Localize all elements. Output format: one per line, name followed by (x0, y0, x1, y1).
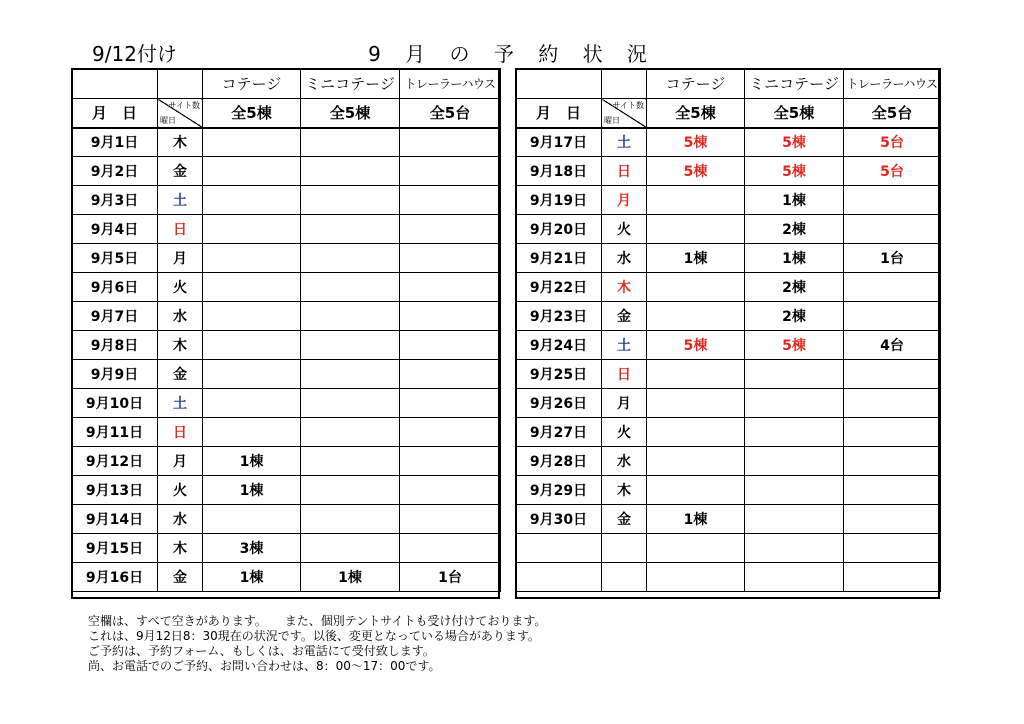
trailer-cell (400, 302, 501, 331)
mini-cottage-cell: 5棟 (745, 331, 844, 360)
table-row (72, 476, 501, 505)
table-row (72, 302, 501, 331)
date-cell: 9月20日 (516, 215, 602, 244)
mini-cottage-cell (301, 447, 400, 476)
date-cell: 9月17日 (516, 128, 602, 157)
date-cell: 9月15日 (72, 534, 158, 563)
cottage-cell (647, 476, 745, 505)
cottage-cell (647, 186, 745, 215)
weekday-cell: 日 (158, 215, 203, 244)
weekday-cell: 金 (602, 302, 647, 331)
weekday-cell: 土 (602, 128, 647, 157)
mini-cottage-cell: 5棟 (745, 128, 844, 157)
mini-cottage-cell: 2棟 (745, 302, 844, 331)
cottage-cell (647, 302, 745, 331)
weekday-cell: 水 (602, 447, 647, 476)
table-row (516, 447, 941, 476)
date-cell: 9月27日 (516, 418, 602, 447)
mini-cottage-cell (301, 534, 400, 563)
date-cell: 9月24日 (516, 331, 602, 360)
date-cell: 9月22日 (516, 273, 602, 302)
trailer-cell (844, 505, 941, 534)
trailer-cell (844, 447, 941, 476)
mini-cottage-cell (301, 273, 400, 302)
header-mini-cottage: ミニコテージ (301, 69, 400, 99)
trailer-cell (844, 302, 941, 331)
date-cell: 9月19日 (516, 186, 602, 215)
cottage-cell (647, 534, 745, 563)
table-row (72, 447, 501, 476)
header-blank (516, 69, 602, 99)
mini-cottage-cell (301, 302, 400, 331)
table-row (516, 215, 941, 244)
mini-cottage-cell (301, 331, 400, 360)
cottage-cell (203, 418, 301, 447)
header-diagonal-cell (602, 99, 647, 128)
mini-cottage-cell (301, 360, 400, 389)
header-total-cottage: 全5棟 (647, 99, 745, 128)
weekday-cell: 木 (158, 331, 203, 360)
trailer-cell (844, 186, 941, 215)
cottage-cell: 5棟 (647, 128, 745, 157)
header-total-cottage: 全5棟 (203, 99, 301, 128)
mini-cottage-cell (301, 244, 400, 273)
table-row (516, 157, 941, 186)
weekday-cell: 金 (158, 360, 203, 389)
diag-site-count-label: サイト数 (168, 101, 200, 110)
header-mini-cottage: ミニコテージ (745, 69, 844, 99)
header-date: 月 日 (72, 99, 158, 128)
cottage-cell (203, 331, 301, 360)
weekday-cell: 金 (602, 505, 647, 534)
weekday-cell: 火 (158, 273, 203, 302)
cottage-cell (647, 563, 745, 592)
table-row (72, 186, 501, 215)
mini-cottage-cell: 1棟 (745, 186, 844, 215)
date-cell: 9月16日 (72, 563, 158, 592)
weekday-cell (602, 534, 647, 563)
table-row (72, 128, 501, 157)
notes (88, 614, 546, 674)
weekday-cell: 月 (158, 244, 203, 273)
trailer-cell: 4台 (844, 331, 941, 360)
cottage-cell: 1棟 (203, 447, 301, 476)
weekday-cell (602, 563, 647, 592)
cottage-cell: 3棟 (203, 534, 301, 563)
trailer-cell (844, 534, 941, 563)
weekday-cell: 日 (602, 360, 647, 389)
table-row (72, 215, 501, 244)
trailer-cell (844, 215, 941, 244)
table-row (516, 389, 941, 418)
date-cell: 9月7日 (72, 302, 158, 331)
mini-cottage-cell (745, 389, 844, 418)
date-cell: 9月2日 (72, 157, 158, 186)
weekday-cell: 木 (158, 534, 203, 563)
header-blank (602, 69, 647, 99)
trailer-cell (400, 331, 501, 360)
table-row (516, 331, 941, 360)
header-total-trailer: 全5台 (844, 99, 941, 128)
table-row (72, 418, 501, 447)
table-row (516, 563, 941, 592)
date-cell: 9月8日 (72, 331, 158, 360)
mini-cottage-cell (745, 505, 844, 534)
reservation-table-left (71, 68, 501, 592)
weekday-cell: 木 (602, 273, 647, 302)
weekday-cell: 月 (158, 447, 203, 476)
trailer-cell (400, 360, 501, 389)
weekday-cell: 木 (158, 128, 203, 157)
page-title: 9 月 の 予 約 状 況 (368, 42, 656, 66)
mini-cottage-cell: 2棟 (745, 273, 844, 302)
table-row (516, 476, 941, 505)
diag-weekday-label: 曜日 (160, 115, 176, 125)
date-cell: 9月6日 (72, 273, 158, 302)
note-line: ご予約は、予約フォーム、もしくは、お電話にて受付致します。 (88, 644, 435, 658)
cottage-cell (203, 360, 301, 389)
trailer-cell (400, 389, 501, 418)
date-cell: 9月1日 (72, 128, 158, 157)
cottage-cell (647, 447, 745, 476)
mini-cottage-cell: 2棟 (745, 215, 844, 244)
mini-cottage-cell (745, 534, 844, 563)
trailer-cell (400, 215, 501, 244)
trailer-cell (844, 360, 941, 389)
date-cell: 9月4日 (72, 215, 158, 244)
header-diagonal-cell (158, 99, 203, 128)
table-row (516, 244, 941, 273)
date-cell: 9月25日 (516, 360, 602, 389)
weekday-cell: 水 (158, 505, 203, 534)
date-cell: 9月30日 (516, 505, 602, 534)
weekday-cell: 日 (158, 418, 203, 447)
cottage-cell (203, 273, 301, 302)
table-row (72, 389, 501, 418)
diag-weekday-label: 曜日 (604, 115, 620, 125)
trailer-cell (400, 157, 501, 186)
mini-cottage-cell (301, 418, 400, 447)
date-cell: 9月26日 (516, 389, 602, 418)
mini-cottage-cell (301, 476, 400, 505)
cottage-cell (203, 505, 301, 534)
table-row (516, 505, 941, 534)
header-blank (72, 69, 158, 99)
note-line: 空欄は、すべて空きがあります。 また、個別テントサイトも受け付けております。 (88, 614, 547, 628)
header-blank (158, 69, 203, 99)
date-label: 9/12付け (92, 42, 177, 66)
table-row (516, 128, 941, 157)
table-row (72, 563, 501, 592)
table-row (516, 273, 941, 302)
date-cell (516, 563, 602, 592)
date-cell: 9月29日 (516, 476, 602, 505)
reservation-table-right (515, 68, 941, 592)
trailer-cell: 5台 (844, 128, 941, 157)
date-cell: 9月23日 (516, 302, 602, 331)
cottage-cell: 1棟 (647, 505, 745, 534)
date-cell: 9月21日 (516, 244, 602, 273)
trailer-cell: 5台 (844, 157, 941, 186)
table-row (516, 186, 941, 215)
trailer-cell: 1台 (400, 563, 501, 592)
mini-cottage-cell (745, 476, 844, 505)
cottage-cell (203, 244, 301, 273)
cottage-cell (203, 157, 301, 186)
weekday-cell: 水 (158, 302, 203, 331)
cottage-cell (647, 273, 745, 302)
date-cell: 9月12日 (72, 447, 158, 476)
mini-cottage-cell (301, 389, 400, 418)
table-row (72, 534, 501, 563)
header-cottage: コテージ (203, 69, 301, 99)
trailer-cell (844, 476, 941, 505)
mini-cottage-cell (301, 505, 400, 534)
header-date: 月 日 (516, 99, 602, 128)
weekday-cell: 火 (602, 418, 647, 447)
trailer-cell (400, 534, 501, 563)
cottage-cell: 5棟 (647, 331, 745, 360)
date-cell: 9月18日 (516, 157, 602, 186)
cottage-cell (203, 389, 301, 418)
mini-cottage-cell (745, 563, 844, 592)
trailer-cell (400, 244, 501, 273)
mini-cottage-cell: 1棟 (745, 244, 844, 273)
cottage-cell (647, 360, 745, 389)
mini-cottage-cell (301, 215, 400, 244)
weekday-cell: 水 (602, 244, 647, 273)
mini-cottage-cell (745, 447, 844, 476)
weekday-cell: 日 (602, 157, 647, 186)
cottage-cell (203, 215, 301, 244)
table-row (72, 331, 501, 360)
weekday-cell: 火 (602, 215, 647, 244)
table-row (72, 273, 501, 302)
note-line: これは、9月12日8：30現在の状況です。以後、変更となっている場合があります。 (88, 629, 540, 643)
cottage-cell (203, 302, 301, 331)
trailer-cell (844, 418, 941, 447)
table-row (516, 302, 941, 331)
weekday-cell: 土 (602, 331, 647, 360)
date-cell: 9月28日 (516, 447, 602, 476)
cottage-cell (647, 215, 745, 244)
date-cell: 9月9日 (72, 360, 158, 389)
trailer-cell (400, 505, 501, 534)
date-cell (516, 534, 602, 563)
mini-cottage-cell (301, 186, 400, 215)
table-row (516, 360, 941, 389)
cottage-cell (203, 186, 301, 215)
weekday-cell: 月 (602, 389, 647, 418)
note-line: 尚、お電話でのご予約、お問い合わせは、8：00～17：00です。 (88, 659, 441, 673)
trailer-cell (844, 563, 941, 592)
table-row (72, 244, 501, 273)
cottage-cell: 1棟 (203, 563, 301, 592)
date-cell: 9月3日 (72, 186, 158, 215)
cottage-cell: 1棟 (647, 244, 745, 273)
mini-cottage-cell (745, 360, 844, 389)
cottage-cell (647, 418, 745, 447)
weekday-cell: 土 (158, 186, 203, 215)
weekday-cell: 金 (158, 157, 203, 186)
trailer-cell (844, 389, 941, 418)
trailer-cell (400, 418, 501, 447)
cottage-cell (647, 389, 745, 418)
mini-cottage-cell (745, 418, 844, 447)
mini-cottage-cell (301, 157, 400, 186)
table-row (516, 418, 941, 447)
cottage-cell (203, 128, 301, 157)
weekday-cell: 土 (158, 389, 203, 418)
date-cell: 9月11日 (72, 418, 158, 447)
trailer-cell: 1台 (844, 244, 941, 273)
header-total-trailer: 全5台 (400, 99, 501, 128)
mini-cottage-cell (301, 128, 400, 157)
header-trailer-house: トレーラーハウス (844, 69, 941, 99)
trailer-cell (400, 273, 501, 302)
header-cottage: コテージ (647, 69, 745, 99)
date-cell: 9月10日 (72, 389, 158, 418)
cottage-cell: 1棟 (203, 476, 301, 505)
weekday-cell: 金 (158, 563, 203, 592)
trailer-cell (400, 476, 501, 505)
table-row (516, 534, 941, 563)
header-trailer-house: トレーラーハウス (400, 69, 501, 99)
cottage-cell: 5棟 (647, 157, 745, 186)
mini-cottage-cell: 5棟 (745, 157, 844, 186)
trailer-cell (400, 186, 501, 215)
weekday-cell: 月 (602, 186, 647, 215)
header-total-mini-cottage: 全5棟 (745, 99, 844, 128)
trailer-cell (844, 273, 941, 302)
trailer-cell (400, 128, 501, 157)
table-row (72, 157, 501, 186)
weekday-cell: 木 (602, 476, 647, 505)
date-cell: 9月14日 (72, 505, 158, 534)
mini-cottage-cell: 1棟 (301, 563, 400, 592)
weekday-cell: 火 (158, 476, 203, 505)
trailer-cell (400, 447, 501, 476)
date-cell: 9月5日 (72, 244, 158, 273)
table-row (72, 360, 501, 389)
diag-site-count-label: サイト数 (612, 101, 644, 110)
date-cell: 9月13日 (72, 476, 158, 505)
table-row (72, 505, 501, 534)
header-total-mini-cottage: 全5棟 (301, 99, 400, 128)
